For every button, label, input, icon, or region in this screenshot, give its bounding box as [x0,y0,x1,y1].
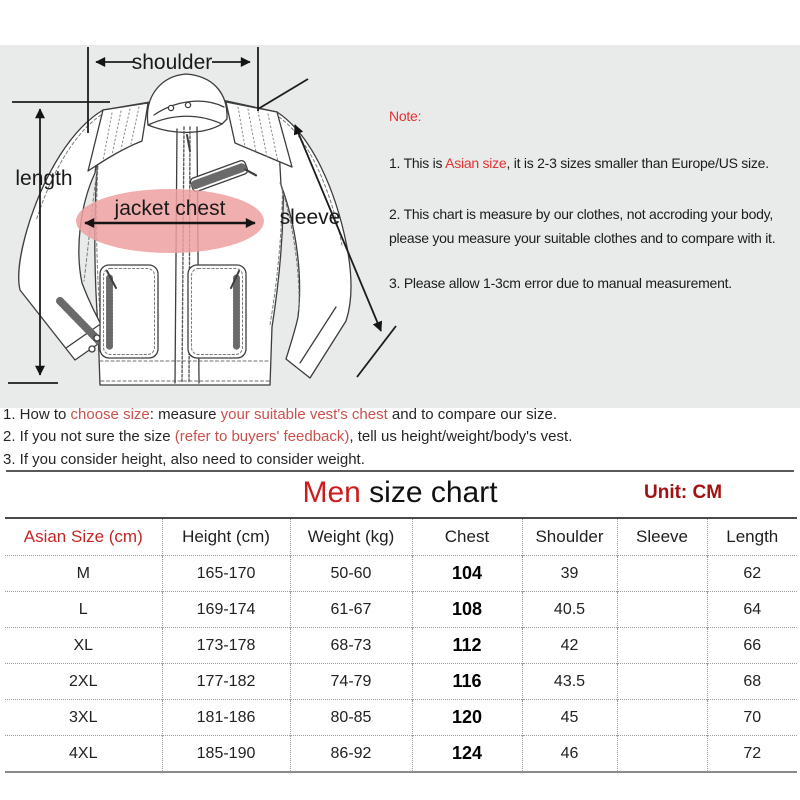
table-cell: 42 [522,628,617,664]
column-header-chest: Chest [412,518,522,556]
table-cell: 86-92 [290,736,412,773]
unit-label: Unit: CM [644,482,723,503]
table-cell: 185-190 [162,736,290,773]
table-row-2xl [5,664,797,700]
sizing-tips [3,404,572,471]
table-cell [617,664,707,700]
size-chart-table [5,517,797,773]
length-label: length [15,167,73,190]
table-cell [617,628,707,664]
table-cell: L [5,592,162,628]
table-title: Men size chart [302,476,498,509]
table-cell: 70 [707,700,797,736]
illustration-band [0,45,800,408]
table-cell: 116 [412,664,522,700]
column-header-height: Height (cm) [162,518,290,556]
table-cell [617,700,707,736]
tip-1: 1. How to choose size: measure your suitable vest's chest and to compare our size. [3,406,557,423]
table-cell: 68-73 [290,628,412,664]
table-cell: 62 [707,556,797,592]
table-row-m [5,556,797,592]
column-header-length: Length [707,518,797,556]
table-cell: 43.5 [522,664,617,700]
table-cell: 173-178 [162,628,290,664]
tip-3: 3. If you consider height, also need to consider weight. [3,450,365,468]
note-item-2-line-1: 2. This chart is measure by our clothes, not accroding your body, [389,206,773,222]
table-cell: 3XL [5,700,162,736]
separator-rule [6,470,794,472]
table-cell: 66 [707,628,797,664]
table-cell: 72 [707,736,797,773]
table-cell: 177-182 [162,664,290,700]
sleeve-label: sleeve [279,206,341,229]
shoulder-label: shoulder [131,51,213,74]
table-cell: 165-170 [162,556,290,592]
tip-2: 2. If you not sure the size (refer to buyers' feedback), tell us height/weight/body's vest. [3,428,573,446]
table-cell: 181-186 [162,700,290,736]
table-cell: 50-60 [290,556,412,592]
table-cell: XL [5,628,162,664]
table-cell [617,736,707,773]
table-cell: 68 [707,664,797,700]
table-cell: 4XL [5,736,162,773]
note-item-1: 1. This is Asian size, it is 2-3 sizes smaller than Europe/US size. [389,155,769,171]
column-header-shoulder: Shoulder [522,518,617,556]
table-cell: 39 [522,556,617,592]
table-cell: 74-79 [290,664,412,700]
table-row-xl [5,628,797,664]
table-row-4xl [5,736,797,773]
table-title-row [0,476,800,516]
note-item-2-line-2: please you measure your suitable clothes and to compare with it. [389,230,776,246]
table-cell: 120 [412,700,522,736]
table-cell: 169-174 [162,592,290,628]
table-row-3xl [5,700,797,736]
table-cell: 108 [412,592,522,628]
table-cell: 124 [412,736,522,773]
table-cell: 40.5 [522,592,617,628]
table-cell: 46 [522,736,617,773]
column-header-size: Asian Size (cm) [23,527,143,546]
jacket-chest-label: jacket chest [114,197,226,220]
jacket-diagram [0,45,400,408]
table-cell: 61-67 [290,592,412,628]
table-cell: M [5,556,162,592]
column-header-sleeve: Sleeve [617,518,707,556]
table-row-l [5,592,797,628]
table-cell: 2XL [5,664,162,700]
column-header-weight: Weight (kg) [290,518,412,556]
table-cell: 112 [412,628,522,664]
table-cell: 45 [522,700,617,736]
header-row [5,518,797,556]
note-item-3: 3. Please allow 1-3cm error due to manual measurement. [389,275,732,291]
note-item-2 [389,202,795,250]
table-cell: 80-85 [290,700,412,736]
asian-size-highlight: Asian size [445,155,507,171]
note-heading: Note: [389,108,422,124]
table-cell [617,556,707,592]
table-cell [617,592,707,628]
table-cell: 104 [412,556,522,592]
table-cell: 64 [707,592,797,628]
